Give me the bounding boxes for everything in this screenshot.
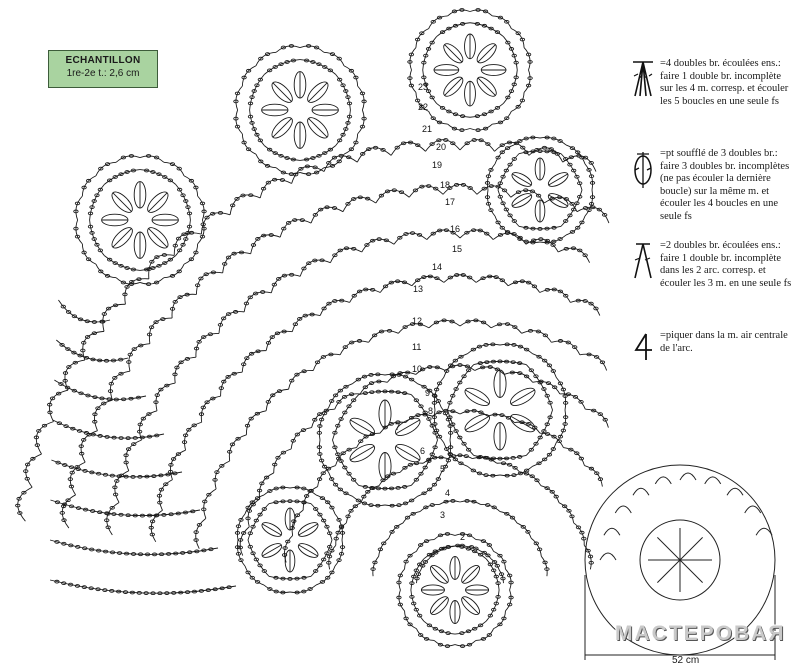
puff-stitch (450, 601, 460, 624)
puff-stitch (269, 79, 296, 106)
chain-arc (399, 569, 405, 590)
puff-stitch (466, 585, 489, 595)
chain-arc (544, 197, 577, 211)
puff-stitch (546, 170, 570, 189)
chain-arc (76, 196, 82, 220)
round-number: 6 (420, 446, 426, 456)
chain-arc (526, 239, 558, 252)
chain-arc (156, 383, 175, 411)
chain-arc (280, 220, 311, 237)
gauge-sample-box (48, 50, 158, 88)
puff-stitch (481, 65, 506, 76)
round-number: 5 (440, 464, 446, 474)
puff-stitch (296, 541, 320, 560)
round-number: 7 (395, 422, 401, 432)
legend-text: =4 doubles br. écoulées ens.: faire 1 double br. incomplète sur les 4 m. corresp. et écouler les 5 boucles en une seule fs (660, 58, 789, 107)
chain-arc (470, 124, 492, 130)
puff-stitch (102, 214, 128, 226)
puff-stitch (379, 453, 391, 481)
puff-stitch (421, 585, 444, 595)
puff-stitch (144, 189, 171, 216)
cluster-4-treble-icon (630, 58, 656, 102)
puff-stitch (494, 370, 506, 398)
thumbnail-scallop (680, 473, 696, 480)
chain-arc (455, 534, 476, 540)
chain-arc (487, 190, 495, 216)
puff-stitch (269, 114, 296, 141)
puff-stitch (465, 81, 476, 106)
round-number: 16 (450, 224, 461, 234)
chain-arc (107, 502, 119, 534)
cluster-2-treble-icon (630, 240, 656, 284)
thumbnail-scallop (615, 506, 631, 513)
thumbnail-scallop (727, 488, 743, 495)
puff-stitch (294, 122, 306, 148)
chain-arc (311, 207, 343, 223)
sample-gauge: 1re-2e t.: 2,6 cm (66, 68, 140, 79)
chain-arc (566, 145, 585, 164)
puff-stitch (312, 104, 338, 116)
chain-arc (236, 110, 242, 134)
round-number: 15 (452, 244, 463, 254)
chain-arc (350, 289, 381, 302)
puff-stitch (465, 34, 476, 59)
puff-stitch (441, 41, 466, 66)
puff-stitch (294, 72, 306, 98)
chain-arc (563, 448, 584, 466)
chain-arc (448, 10, 470, 16)
puff-stitch (428, 563, 452, 587)
chain-arc (329, 473, 353, 497)
round-number: 22 (418, 102, 429, 112)
piquer-icon (630, 330, 656, 374)
chain-arc (125, 279, 149, 305)
thumbnail-scallop (633, 488, 649, 495)
chain-arc (313, 354, 340, 370)
chain-arc (540, 289, 571, 302)
puff-stitch (510, 170, 534, 189)
round-number: 3 (440, 510, 446, 520)
chain-arc (585, 190, 593, 216)
chain-arc (175, 357, 196, 383)
chain-arc (245, 566, 264, 585)
puff-stitch (347, 415, 377, 439)
thumbnail-spoke (680, 560, 703, 583)
chain-arc (221, 372, 243, 396)
chain-arc (400, 463, 423, 472)
chain-arc (246, 411, 266, 435)
puff-stitch (109, 189, 136, 216)
legend-text: =piquer dans la m. air centrale de l'arc. (660, 330, 788, 354)
motif-layer (16, 9, 609, 648)
dimension-label: 52 cm (672, 655, 700, 666)
chain-arc (58, 300, 110, 322)
round-number: 10 (412, 364, 423, 374)
chain-arc (237, 514, 245, 540)
puff-stitch (459, 594, 483, 618)
chain-arc (196, 272, 222, 294)
chain-arc (300, 168, 324, 174)
round-number: 13 (413, 284, 424, 294)
chain-arc (585, 164, 593, 190)
chain-arc (410, 70, 416, 92)
chain-arc (149, 318, 172, 344)
chain-arc (116, 278, 140, 284)
puff-stitch (393, 441, 426, 465)
puff-stitch (347, 441, 377, 465)
chain-arc (62, 495, 75, 528)
chain-arc (580, 354, 607, 370)
chain-arc (266, 389, 288, 411)
chain-arc (533, 354, 557, 378)
legend-text: =pt soufflé de 3 doubles br.: faire 3 doubles br. incomplètes (ne pas écouler la dernière boucle) sur la même m. et écouler les 4 boucles en une seule fs (660, 148, 790, 222)
puff-stitch (450, 556, 460, 579)
chain-arc (380, 281, 412, 292)
chain-arc (292, 166, 324, 183)
chain-arc (460, 501, 481, 505)
puff-stitch (434, 65, 459, 76)
round-number: 12 (412, 316, 423, 326)
legend-text: =2 doubles br. écoulées ens.: faire 1 double br. incomplète dans les 2 arc. corresp. et écouler les 3 m. en une seule fs (660, 240, 792, 289)
chain-arc (110, 371, 129, 400)
chain-arc (533, 443, 557, 467)
chain-arc (196, 333, 219, 357)
chain-arc (219, 312, 244, 334)
puff-stitch (152, 214, 178, 226)
round-number: 14 (432, 262, 443, 272)
puff-stitch (510, 191, 534, 210)
chain-arc (460, 411, 488, 417)
chain-arc (434, 534, 455, 540)
thumbnail-spoke (657, 560, 680, 583)
puff-stitch (462, 411, 492, 435)
thumbnail-scallop (705, 477, 721, 484)
puff-stitch (535, 200, 545, 222)
round-number: 18 (440, 180, 451, 190)
round-number: 8 (428, 406, 434, 416)
chain-arc (274, 449, 291, 473)
round-number: 23 (418, 82, 429, 92)
chain-arc (343, 197, 376, 211)
puff-stitch (428, 594, 452, 618)
round-number: 11 (412, 342, 422, 352)
thumbnail-spoke (680, 537, 703, 560)
legend-item-puff (630, 148, 792, 224)
chain-arc (455, 640, 476, 646)
chain-arc (448, 124, 470, 130)
chain-arc (505, 590, 511, 611)
chain-arc (497, 463, 520, 472)
chain-arc (259, 473, 273, 499)
chain-arc (470, 10, 492, 16)
chain-arc (379, 538, 389, 556)
chain-arc (335, 514, 343, 540)
puff-stitch (109, 224, 136, 251)
puff-stitch (474, 41, 499, 66)
chain-arc (524, 48, 530, 70)
chain-arc (229, 435, 246, 461)
chain-arc (289, 370, 314, 389)
puff-stitch (144, 224, 171, 251)
chain-arc (358, 110, 364, 134)
legend-item-cluster-2 (630, 240, 792, 290)
chain-arc (76, 220, 82, 244)
chain-arc (129, 344, 150, 371)
puff-stitch (494, 423, 506, 451)
puff-stitch (260, 520, 284, 539)
chain-arc (172, 294, 196, 318)
chain-arc (330, 248, 361, 263)
chain-arc (215, 461, 230, 489)
puff-stitch (535, 158, 545, 180)
round-number: 4 (445, 488, 451, 498)
chain-arc (541, 486, 559, 503)
chain-arc (116, 156, 140, 162)
round-number: 2 (460, 532, 466, 542)
chain-arc (329, 384, 353, 408)
chain-arc (140, 156, 164, 162)
puff-stitch (508, 411, 538, 435)
chain-arc (508, 281, 540, 292)
chain-arc (18, 487, 32, 521)
chain-arc (551, 341, 579, 355)
puff-stitch (459, 563, 483, 587)
chain-arc (340, 341, 368, 355)
puff-stitch (134, 182, 146, 208)
chain-arc (439, 501, 460, 505)
puff-stitch (285, 508, 295, 530)
puff-stitch (508, 385, 538, 409)
chain-arc (300, 46, 324, 52)
chain-arc (198, 196, 204, 220)
chain-arc (373, 556, 379, 576)
round-number: 17 (445, 197, 456, 207)
chain-arc (531, 538, 541, 556)
thumbnail-scallop (655, 477, 671, 484)
puff-3-treble-icon (630, 148, 656, 192)
chain-arc (358, 86, 364, 110)
chain-arc (541, 556, 547, 576)
round-number: 20 (436, 142, 447, 152)
puff-stitch (262, 104, 288, 116)
chain-arc (499, 570, 503, 583)
round-numbers (395, 82, 465, 542)
chain-arc (276, 168, 300, 174)
chain-arc (260, 179, 291, 198)
chain-arc (418, 473, 442, 497)
chain-arc (399, 590, 405, 611)
puff-stitch (296, 520, 320, 539)
puff-stitch (441, 74, 466, 99)
thumbnail-spoke (657, 537, 680, 560)
puff-stitch (379, 400, 391, 428)
chain-arc (245, 495, 264, 514)
chain-arc (300, 260, 330, 276)
chain-arc (495, 216, 514, 235)
chain-arc (362, 239, 394, 252)
chain-arc (434, 640, 455, 646)
puff-stitch (260, 541, 284, 560)
chain-arc (276, 46, 300, 52)
watermark-logo: MACTEPOBAЯ (615, 622, 786, 645)
puff-stitch (304, 79, 331, 106)
chain-arc (324, 156, 357, 172)
chain-arc (316, 495, 335, 514)
chain-arc (244, 292, 271, 312)
thumbnail-scallop (600, 553, 616, 560)
chain-arc (505, 569, 511, 590)
puff-stitch (285, 550, 295, 572)
puff-stitch (304, 114, 331, 141)
chain-arc (524, 70, 530, 92)
round-number: 21 (422, 124, 433, 134)
puff-stitch (474, 74, 499, 99)
chain-arc (65, 360, 85, 390)
chain-arc (410, 48, 416, 70)
puff-stitch (134, 232, 146, 258)
chain-arc (558, 248, 589, 263)
round-number: 19 (432, 160, 443, 170)
chain-arc (566, 216, 585, 235)
thumbnail-scallop (604, 528, 620, 535)
chain-arc (236, 86, 242, 110)
round-number: 9 (425, 388, 431, 398)
sample-title: ECHANTILLON (65, 55, 141, 66)
puff-stitch (462, 385, 492, 409)
chain-arc (316, 566, 335, 585)
legend-item-cluster-4 (630, 58, 792, 108)
legend-item-piquer (630, 330, 792, 355)
